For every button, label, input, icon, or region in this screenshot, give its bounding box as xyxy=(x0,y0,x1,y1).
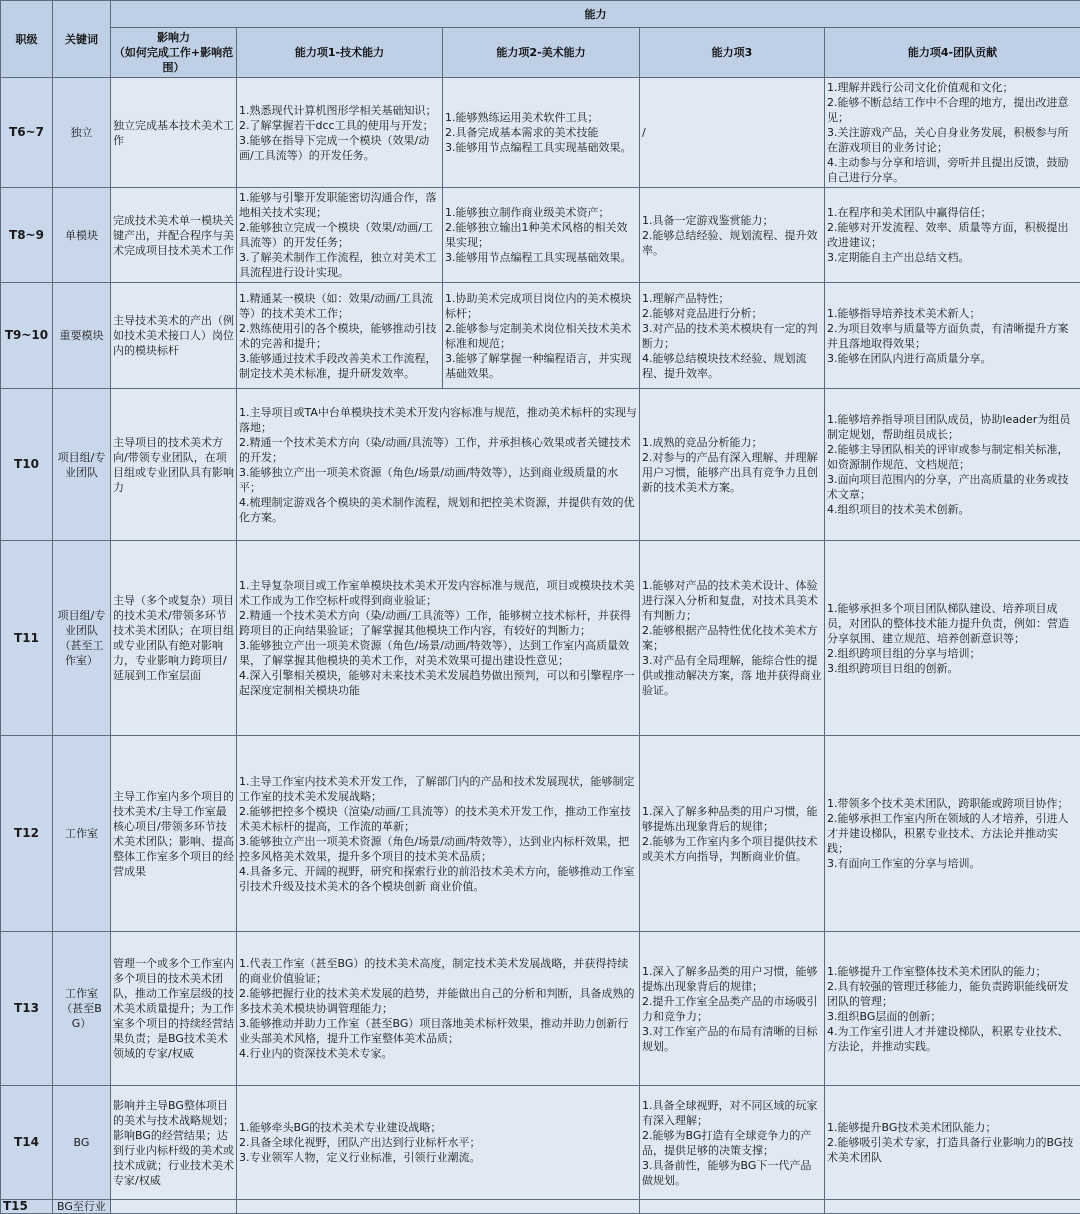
impact-cell: 影响并主导BG整体项目的美术与技术战略规划；影响BG的经营结果；达到行业内标杆级的美术或技术成就；行业技术美术专家/权威 xyxy=(111,1086,237,1200)
header-level: 职级 xyxy=(1,1,53,78)
level-cell: T9~10 xyxy=(1,283,53,389)
tech-cell: 1.代表工作室（甚至BG）的技术美术高度，制定技术美术发展战略，并获得持续的商业价值验证； 2.能够把握行业的技术美术发展的趋势，并能做出自己的分析和判断，具备成熟的多技术美术模块协调管理能力； 3.能够推动并助力工作室（甚至BG）项目落地美术标杆效果，推动并助力创新行业头部美术风格，提升工作室整体美术品质； 4.行业内的资深技术美术专家。 xyxy=(237,932,640,1086)
team-cell: 1.能够培养指导项目团队成员，协助leader为组员制定规划，帮助组员成长； 2.能够主导团队相关的评审或参与制定相关标准，如资源制作规范、文档规范； 3.面向项目范围内的分享，产出高质量的业务或技术文章； 4.组织项目的技术美术创新。 xyxy=(825,389,1080,541)
impact-cell: 主导项目的技术美术方向/带领专业团队，在项目组或专业团队具有影响力 xyxy=(111,389,237,541)
art-cell: 1.能够独立制作商业级美术资产； 2.能够独立输出1种美术风格的相关效果实现； 3.能够用节点编程工具实现基础效果。 xyxy=(443,188,640,283)
header-keyword: 关键词 xyxy=(53,1,111,78)
table-row xyxy=(1,1200,1080,1214)
header-ability: 能力 xyxy=(111,1,1080,28)
level-cell: T10 xyxy=(1,389,53,541)
level-cell: T8~9 xyxy=(1,188,53,283)
tech-cell: 1.能够与引擎开发职能密切沟通合作，落地相关技术实现； 2.能够独立完成一个模块（效果/动画/工具流等）的开发任务； 3.了解美术制作工作流程，独立对美术工具流程进行设计实现。 xyxy=(237,188,443,283)
keyword-cell: 独立 xyxy=(53,78,111,188)
header-team: 能力项4-团队贡献 xyxy=(825,28,1080,78)
art-cell: 1.协助美术完成项目岗位内的美术模块标杆； 2.能够参与定制美术岗位相关技术美术标准和规范； 3.能够了解掌握一种编程语言，并实现基础效果。 xyxy=(443,283,640,389)
item3-cell: 1.深入了解多品类的用户习惯，能够提炼出现象背后的规律； 2.提升工作室全品类产品的市场吸引力和竞争力； 3.对工作室产品的布局有清晰的目标规划。 xyxy=(640,932,825,1086)
table-row xyxy=(1,736,1080,932)
table-row xyxy=(1,1086,1080,1200)
keyword-cell: BG至行业 xyxy=(53,1200,111,1214)
item3-cell: 1.深入了解多种品类的用户习惯，能够提炼出现象背后的规律； 2.能够为工作室内多个项目提供技术或美术方向指导，判断商业价值。 xyxy=(640,736,825,932)
level-cell: T13 xyxy=(1,932,53,1086)
header-art: 能力项2-美术能力 xyxy=(443,28,640,78)
item3-cell: 1.理解产品特性； 2.能够对竞品进行分析； 3.对产品的技术美术模块有一定的判断力； 4.能够总结模块技术经验、规划流程、提升效率。 xyxy=(640,283,825,389)
tech-cell: 1.能够牵头BG的技术美术专业建设战略； 2.具备全球化视野，团队产出达到行业标杆水平； 3.专业领军人物，定义行业标准，引领行业潮流。 xyxy=(237,1086,640,1200)
table-row xyxy=(1,541,1080,736)
impact-cell: 主导技术美术的产出（例如技术美术接口人）岗位内的模块标杆 xyxy=(111,283,237,389)
team-cell: 1.能够提升工作室整体技术美术团队的能力； 2.具有较强的管理迁移能力，能负责跨职能线研发团队的管理； 3.组织BG层面的创新； 4.为工作室引进人才并建设梯队，积累专业技术、方法论，并推动实践。 xyxy=(825,932,1080,1086)
impact-cell: 独立完成基本技术美术工作 xyxy=(111,78,237,188)
tech-cell: 1.主导工作室内技术美术开发工作，了解部门内的产品和技术发展现状，能够制定工作室的技术美术发展战略； 2.能够把控多个模块（渲染/动画/工具流等）的技术美术开发工作，推动工作室技术美术标杆的提高，工作流的革新； 3.能够独立产出一项美术资源（角色/场景/动画/特效等），达到业内标杆效果，把控多风格美术效果，提升多个项目的技术美术品质； 4.具备多元、开阔的视野，研究和探索行业的前沿技术美术方向，能够推动工作室引技术升级及技术美术的各个模块创新 商业价值。 xyxy=(237,736,640,932)
header-item3: 能力项3 xyxy=(640,28,825,78)
impact-cell: 完成技术美术单一模块关键产出，并配合程序与美术完成项目技术美术工作 xyxy=(111,188,237,283)
header-impact: 影响力 （如何完成工作+影响范围） xyxy=(111,28,237,78)
keyword-cell: 工作室 xyxy=(53,736,111,932)
keyword-cell: 单模块 xyxy=(53,188,111,283)
tech-cell: 1.主导项目或TA中台单模块技术美术开发内容标准与规范，推动美术标杆的实现与落地； 2.精通一个技术美术方向（染/动画/具流等）工作，并承担核心效果或者关键技术的开发； 3.能够独立产出一项美术资源（角色/场景/动画/特效等），达到商业级质量的水平； 4.梳理制定游戏各个模块的美术制作流程，规划和把控美术资源，并提供有效的优化方案。 xyxy=(237,389,640,541)
level-cell: T11 xyxy=(1,541,53,736)
table-row xyxy=(1,188,1080,283)
team-cell xyxy=(825,1200,1080,1214)
level-cell: T6~7 xyxy=(1,78,53,188)
tech-cell: 1.主导复杂项目或工作室单模块技术美术开发内容标准与规范，项目或模块技术美术工作成为工作空标杆或得到商业验证； 2.精通一个技术美术方向（染/动画/工具流等）工作，能够树立技术标杆，并获得跨项目的正向结果验证；了解掌握其他模块工作内容，有较好的判断力； 3.能够独立产出一项美术资源（角色/场景/动画/特效等），达到工作室内高质量效果，了解掌握其他模块的美术工作，对美术效果可提出建设性意见； 4.深入引擎相关模块，能够对未来技术美术发展趋势做出预判，可以和引擎程序一起深度定制相关模块功能 xyxy=(237,541,640,736)
team-cell: 1.带领多个技术美术团队，跨职能或跨项目协作； 2.能够承担工作室内所在领域的人才培养，引进人才并建设梯队，积累专业技术、方法论并推动实践； 3.有面向工作室的分享与培训。 xyxy=(825,736,1080,932)
keyword-cell: BG xyxy=(53,1086,111,1200)
table-row xyxy=(1,78,1080,188)
tech-cell: 1.精通某一模块（如：效果/动画/工具流等）的技术美术工作； 2.熟练使用引的各个模块，能够推动引技术的完善和提升； 3.能够通过技术手段改善美术工作流程，制定技术美术标准，提升研发效率。 xyxy=(237,283,443,389)
impact-cell: 管理一个或多个工作室内多个项目的技术美术团队，推动工作室层级的技术美术质量提升；为工作室多个项目的持续经营结果负责；是BG技术美术领域的专家/权威 xyxy=(111,932,237,1086)
table-row xyxy=(1,932,1080,1086)
team-cell: 1.能够指导培养技术美术新人； 2.为项目效率与质量等方面负责，有清晰提升方案并且落地取得效果； 3.能够在团队内进行高质量分享。 xyxy=(825,283,1080,389)
team-cell: 1.能够承担多个项目团队梯队建设、培养项目成员，对团队的整体技术能力提升负责，例如：营造分享氛围、建立规范、培养创新意识等； 2.组织跨项目组的分享与培训； 3.组织跨项目日组的创新。 xyxy=(825,541,1080,736)
tech-cell: 1.熟悉现代计算机图形学相关基础知识； 2.了解掌握若干dcc工具的使用与开发； 3.能够在指导下完成一个模块（效果/动画/工具流等）的开发任务。 xyxy=(237,78,443,188)
level-cell: T12 xyxy=(1,736,53,932)
keyword-cell: 工作室（甚至BG） xyxy=(53,932,111,1086)
item3-cell: 1.成熟的竞品分析能力； 2.对参与的产品有深入理解、并理解用户习惯，能够产出具有竞争力且创新的技术美术方案。 xyxy=(640,389,825,541)
item3-cell: / xyxy=(640,78,825,188)
table-row xyxy=(1,389,1080,541)
keyword-cell: 项目组/专业团队 xyxy=(53,389,111,541)
table-row xyxy=(1,283,1080,389)
item3-cell: 1.具备全球视野，对不同区域的玩家有深入理解； 2.能够为BG打造有全球竞争力的产品，提供足够的决策支撑； 3.具备前性，能够为BG下一代产品做规划。 xyxy=(640,1086,825,1200)
header-tech: 能力项1-技术能力 xyxy=(237,28,443,78)
item3-cell xyxy=(640,1200,825,1214)
keyword-cell: 项目组/专业团队（甚至工作室） xyxy=(53,541,111,736)
art-cell: 1.能够熟练运用美术软件工具； 2.具备完成基本需求的美术技能 3.能够用节点编程工具实现基础效果。 xyxy=(443,78,640,188)
team-cell: 1.能够提升BG技术美术团队能力； 2.能够吸引美术专家，打造具备行业影响力的BG技术美术团队 xyxy=(825,1086,1080,1200)
impact-cell: 主导工作室内多个项目的技术美术/主导工作室最核心项目/带领多环节技术美术团队；影响、提高整体工作室多个项目的经营成果 xyxy=(111,736,237,932)
level-cell: T14 xyxy=(1,1086,53,1200)
tech-cell xyxy=(237,1200,640,1214)
keyword-cell: 重要模块 xyxy=(53,283,111,389)
item3-cell: 1.具备一定游戏鉴赏能力； 2.能够总结经验、规划流程、提升效率。 xyxy=(640,188,825,283)
team-cell: 1.理解并践行公司文化价值观和文化； 2.能够不断总结工作中不合理的地方，提出改进意见； 3.关注游戏产品，关心自身业务发展，积极参与所在游戏项目的业务讨论； 4.主动参与分享和培训，旁听并且提出反馈，鼓励自己进行分享。 xyxy=(825,78,1080,188)
item3-cell: 1.能够对产品的技术美术设计、体验进行深入分析和复盘，对技术具美术有判断力； 2.能够根据产品特性优化技术美术方案； 3.对产品有全局理解，能综合性的提供或推动解决方案，落 地并获得商业验证。 xyxy=(640,541,825,736)
impact-cell xyxy=(111,1200,237,1214)
impact-cell: 主导（多个或复杂）项目的技术美术/带领多环节技术美术团队；在项目组或专业团队有绝对影响力，专业影响力跨项目/延展到工作室层面 xyxy=(111,541,237,736)
level-cell: T15 xyxy=(1,1200,53,1214)
team-cell: 1.在程序和美术团队中赢得信任； 2.能够对开发流程、效率、质量等方面，积极提出改进建议； 3.定期能自主产出总结文档。 xyxy=(825,188,1080,283)
